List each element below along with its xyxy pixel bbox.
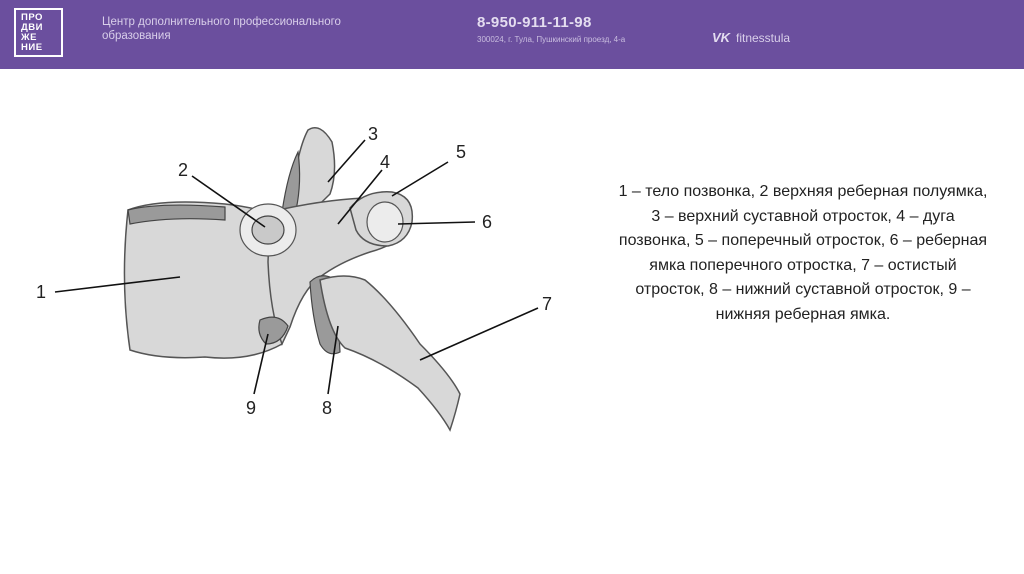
callout-label-1: 1 [36,282,47,302]
legend-caption: 1 – тело позвонка, 2 верхняя реберная полуямка, 3 – верхний суставной отросток, 4 – дуга позвонка, 5 – поперечный отросток, 6 – реберная ямка поперечного отростка, 7 – остистый отросток, 8 – нижний суставной отросток, 9 – нижняя реберная ямка. [618,183,988,323]
top-header-bar [0,0,1024,69]
logo-line-2: ДВИ [21,21,43,33]
vk-icon[interactable]: VK [712,30,731,45]
organization-name: Центр дополнительного профессионального образования [102,16,341,42]
callout-label-6: 6 [482,212,493,232]
callout-label-7: 7 [542,294,553,314]
superior-costal-facet-inner [252,216,284,244]
transverse-costal-facet-shape [367,202,403,242]
vertebra-illustration [20,112,590,442]
leader-line-5 [392,162,448,196]
contact-address: 300024, г. Тула, Пушкинский проезд, 4-а [477,35,626,44]
callout-label-9: 9 [246,398,257,418]
brand-logo[interactable] [14,8,63,57]
callout-label-8: 8 [322,398,333,418]
logo-line-4: НИЕ [21,41,43,53]
logo-line-1: ПРО [21,11,43,23]
articular-process-ridge [282,152,300,212]
callout-label-4: 4 [380,152,391,172]
callout-label-5: 5 [456,142,467,162]
vertebra-diagram [20,112,590,442]
callout-label-2: 2 [178,160,189,180]
social-handle[interactable]: fitnesstula [736,31,791,45]
leader-line-7 [420,308,538,360]
spinous-process-shape [320,276,460,430]
logo-line-3: ЖЕ [21,31,37,43]
callout-label-3: 3 [368,124,379,144]
contact-phone[interactable]: 8-950-911-11-98 [477,14,592,31]
